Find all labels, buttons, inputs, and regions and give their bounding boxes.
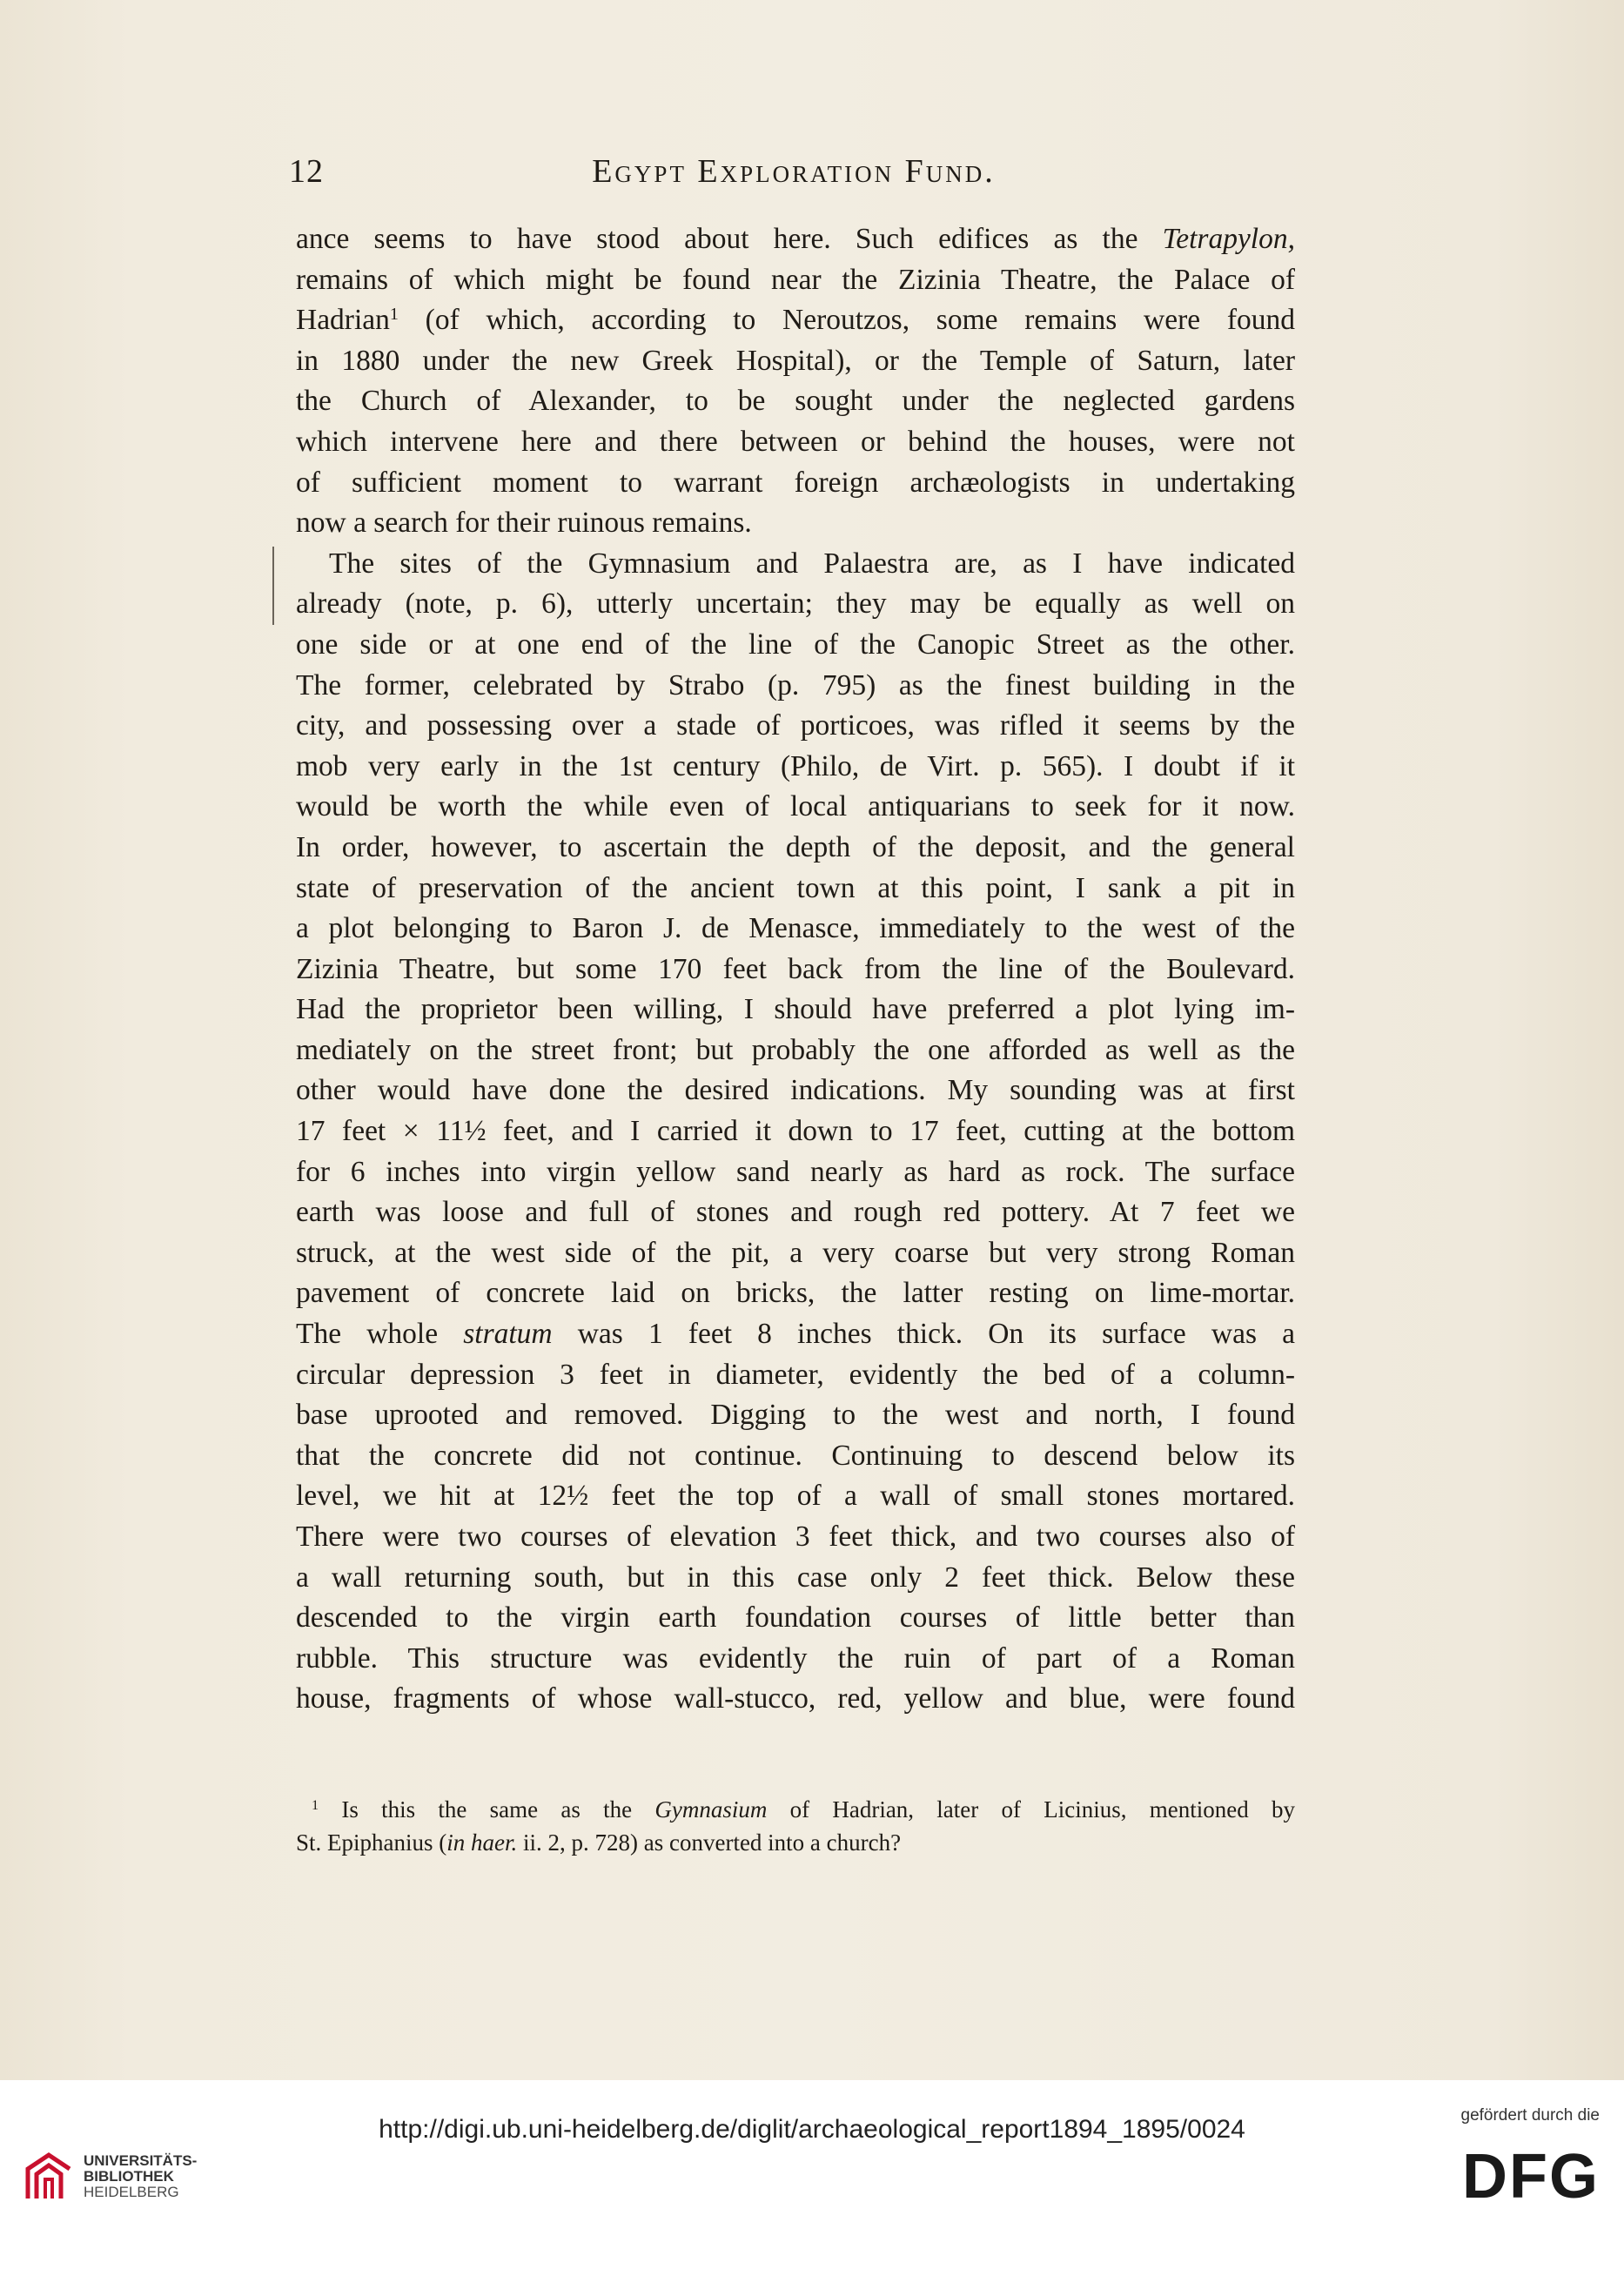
text-line: mob very early in the 1st century (Philo, de Virt. p. 565). I doubt if it <box>296 749 1295 782</box>
text-line: mediately on the street front; but probably the one afforded as well as the <box>296 1033 1295 1066</box>
text-line: a wall returning south, but in this case only 2 feet thick. Below these <box>296 1561 1295 1594</box>
text-line: that the concrete did not continue. Continuing to descend below its <box>296 1439 1295 1472</box>
text-line: level, we hit at 12½ feet the top of a wall of small stones mortared. <box>296 1480 1295 1513</box>
footnote-ref: 1 <box>389 305 399 325</box>
text-line: state of preservation of the ancient town at this point, I sank a pit in <box>296 871 1295 904</box>
text-line: Zizinia Theatre, but some 170 feet back from the line of the Boulevard. <box>296 952 1295 985</box>
text-line: Had the proprietor been willing, I should have preferred a plot lying im- <box>296 993 1295 1026</box>
permalink-url[interactable]: http://digi.ub.uni-heidelberg.de/diglit/archaeological_report1894_1895/0024 <box>379 2115 1245 2144</box>
text-line: in 1880 under the new Greek Hospital), or the Temple of Saturn, later <box>296 344 1295 377</box>
footnote-marker: 1 <box>312 1797 319 1814</box>
text-line: Hadrian$^1$ (of which, according to Neroutzos, some remains were found <box>296 304 1295 337</box>
text-line: The former, celebrated by Strabo (p. 795) as the finest building in the <box>296 668 1295 702</box>
library-name: UNIVERSITÄTS- BIBLIOTHEK HEIDELBERG <box>84 2152 198 2200</box>
text-line: The sites of the Gymnasium and Palaestra are, as I have indicated <box>329 547 1295 580</box>
footnote-line: $^1$ Is this the same as the Gymnasium of Hadrian, later of Licinius, mentioned by <box>312 1796 1295 1823</box>
text-line: circular depression 3 feet in diameter, evidently the bed of a column- <box>296 1358 1295 1391</box>
text-line: base uprooted and removed. Digging to the west and north, I found <box>296 1399 1295 1432</box>
footnote-line: St. Epiphanius (in haer. ii. 2, p. 728) as converted into a church? <box>296 1829 902 1856</box>
text-line: of sufficient moment to warrant foreign archæologists in undertaking <box>296 466 1295 499</box>
page-header <box>289 152 1299 196</box>
text-line: city, and possessing over a stade of porticoes, was rifled it seems by the <box>296 709 1295 742</box>
text-line: 17 feet × 11½ feet, and I carried it down to 17 feet, cutting at the bottom <box>296 1115 1295 1148</box>
body-text <box>296 219 1295 1720</box>
text-line: for 6 inches into virgin yellow sand nearly as hard as rock. The surface <box>296 1155 1295 1188</box>
funding-caption: gefördert durch die <box>1460 2106 1600 2125</box>
page-number: 12 <box>289 153 324 190</box>
text-line: There were two courses of elevation 3 feet thick, and two courses also of <box>296 1520 1295 1553</box>
text-line: other would have done the desired indications. My sounding was at first <box>296 1074 1295 1107</box>
running-head: Egypt Exploration Fund. <box>592 153 996 190</box>
text-line: The whole stratum was 1 feet 8 inches thick. On its surface was a <box>296 1318 1295 1351</box>
text-line: one side or at one end of the line of the Canopic Street as the other. <box>296 628 1295 661</box>
text-line: house, fragments of whose wall-stucco, red, yellow and blue, were found <box>296 1682 1295 1715</box>
footnote <box>296 1793 1295 1859</box>
text-line: would be worth the while even of local antiquarians to seek for it now. <box>296 790 1295 823</box>
viewer-footer <box>0 2080 1624 2269</box>
margin-mark <box>272 547 274 625</box>
text-line: now a search for their ruinous remains. <box>296 507 752 540</box>
text-line: rubble. This structure was evidently the ruin of part of a Roman <box>296 1641 1295 1675</box>
dfg-logo[interactable]: DFG <box>1462 2142 1600 2212</box>
text-line: remains of which might be found near the Zizinia Theatre, the Palace of <box>296 263 1295 296</box>
library-logo[interactable] <box>24 2150 207 2202</box>
text-line: struck, at the west side of the pit, a very coarse but very strong Roman <box>296 1236 1295 1269</box>
italic-term: stratum <box>463 1318 553 1351</box>
text-line: In order, however, to ascertain the depth of the deposit, and the general <box>296 830 1295 863</box>
italic-term: Tetrapylon, <box>1162 223 1295 255</box>
text-line: ance seems to have stood about here. Such edifices as the Tetrapylon, <box>296 223 1295 255</box>
text-line: descended to the virgin earth foundation courses of little better than <box>296 1601 1295 1635</box>
text-line: a plot belonging to Baron J. de Menasce, immediately to the west of the <box>296 912 1295 945</box>
text-line: which intervene here and there between or behind the houses, were not <box>296 425 1295 458</box>
library-emblem-icon <box>24 2150 73 2202</box>
text-line: already (note, p. 6), utterly uncertain; they may be equally as well on <box>296 587 1295 621</box>
text-line: earth was loose and full of stones and rough red pottery. At 7 feet we <box>296 1196 1295 1229</box>
text-line: pavement of concrete laid on bricks, the latter resting on lime-mortar. <box>296 1277 1295 1310</box>
text-line: the Church of Alexander, to be sought under the neglected gardens <box>296 385 1295 418</box>
